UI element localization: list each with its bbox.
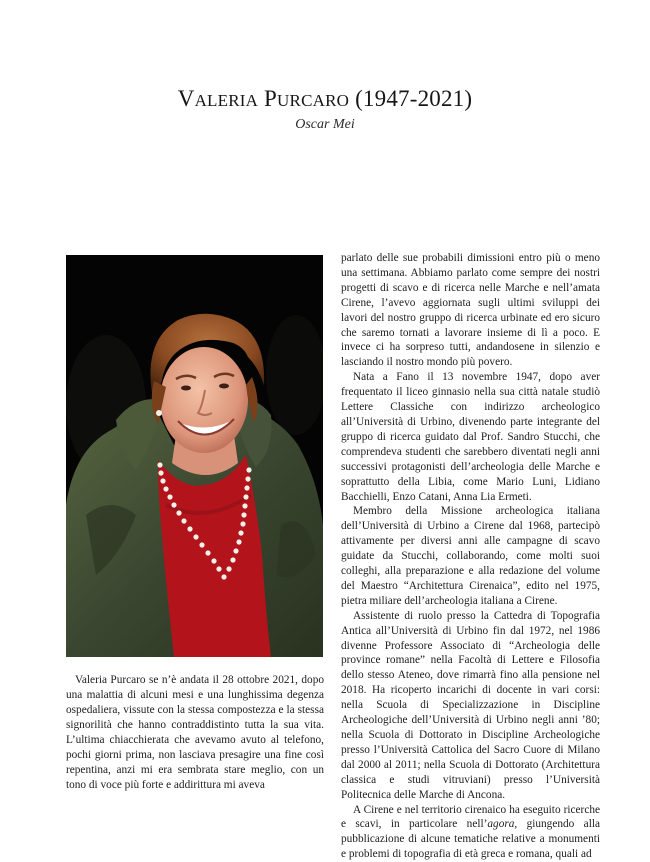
paragraph-biography: Nata a Fano il 13 novembre 1947, dopo aver frequentato il liceo ginnasio nella sua città natale studiò Lettere Classiche con indirizzo archeologico all’Università di Urbino, divenendo parte integrante del gruppo di ricerca guidato dal Prof. Sandro Stucchi, che comprendeva studenti che sarebbero diventati negli anni successivi protagonisti dell’archeologia delle Marche e soprattutto della Libia, come Mario Luni, Lidiano Bacchielli, Enzo Catani, Anna Lia Ermeti. bbox=[341, 371, 600, 503]
paragraph-research-end: , giungendo alla pubblicazione di alcune tematiche relative a monumenti e problemi di topografia di età greca e romana, quali ad bbox=[341, 818, 600, 861]
paragraph-cirene-mission: Membro della Missione archeologica italiana dell’Università di Urbino a Cirene dal 1968, partecipò attivamente per diversi anni alle campagne di scavo guidate da Stucchi, collaborando, come molti suoi colleghi, alla preparazione e alla redazione del volume del Maestro “Architettura Cirenaica”, edito nel 1975, pietra miliare dell’archeologia italiana a Cirene. bbox=[341, 505, 600, 607]
right-text-column bbox=[341, 251, 600, 862]
paragraph-research-start: A Cirene e nel territorio cirenaico ha eseguito ricerche e scavi, in particolare nell’ bbox=[341, 803, 600, 831]
title-rest-2: URCARO bbox=[277, 91, 350, 110]
paragraph-research bbox=[341, 803, 600, 862]
portrait-illustration bbox=[66, 255, 323, 657]
paragraph-opening: Valeria Purcaro se n’è andata il 28 ottobre 2021, dopo una malattia di alcuni mesi e una lunghissima degenza ospedaliera, vissute con la stessa compostezza e la stessa signorilità che hanno contraddistinto tutta la sua vita. L’ultima chiacchierata che avevamo avuto al telefono, pochi giorni prima, non lasciava presagire una fine così repentina, anzi mi era sembrata stare meglio, con un tono di voce più forte e addirittura mi aveva bbox=[66, 674, 324, 791]
left-text-column bbox=[66, 673, 324, 793]
portrait-photo bbox=[66, 255, 323, 657]
author-name: Oscar Mei bbox=[295, 117, 355, 132]
paragraph-academic-career: Assistente di ruolo presso la Cattedra di Topografia Antica all’Università di Urbino fin dal 1972, nel 1986 divenne Professore Associato di “Archeologia delle province romane” nella Facoltà di Lettere e Filosofia dello stesso Ateneo, dove rimarrà fino alla pensione nel 2018. Ha ricoperto incarichi di docente in vari corsi: nella Scuola di Specializzazione in Discipline Archeologiche dell’Università di Urbino negli anni ’80; nella Scuola di Dottorato in Discipline Archeologiche presso l’Università Cattolica del Sacro Cuore di Milano dal 2000 al 2011; nella Scuola di Dottorato (Architettura classica e studi vitruviani) presso l’Università Politecnica delle Marche di Ancona. bbox=[341, 609, 600, 801]
title-years: (1947-2021) bbox=[355, 86, 473, 111]
title-initial-2: P bbox=[264, 86, 278, 111]
title-rest-1: ALERIA bbox=[194, 91, 259, 110]
paragraph-continuation: parlato delle sue probabili dimissioni entro più o meno una settimana. Abbiamo parlato come sempre dei nostri progetti di scavo e di ricerca nelle Marche e nell’amata Cirene, l’avevo aggiornata sugli ultimi sviluppi dei lavori del nostro gruppo di ricerca urbinate ed ero sicuro che saremo tornati a lavorare insieme di lì a poco. E invece ci ha sorpreso tutti, andandosene in silenzio e lasciando il nostro mondo più povero. bbox=[341, 252, 600, 369]
title-initial-1: V bbox=[177, 86, 195, 111]
article-title bbox=[0, 86, 650, 112]
paragraph-research-italic: agora bbox=[487, 818, 515, 831]
